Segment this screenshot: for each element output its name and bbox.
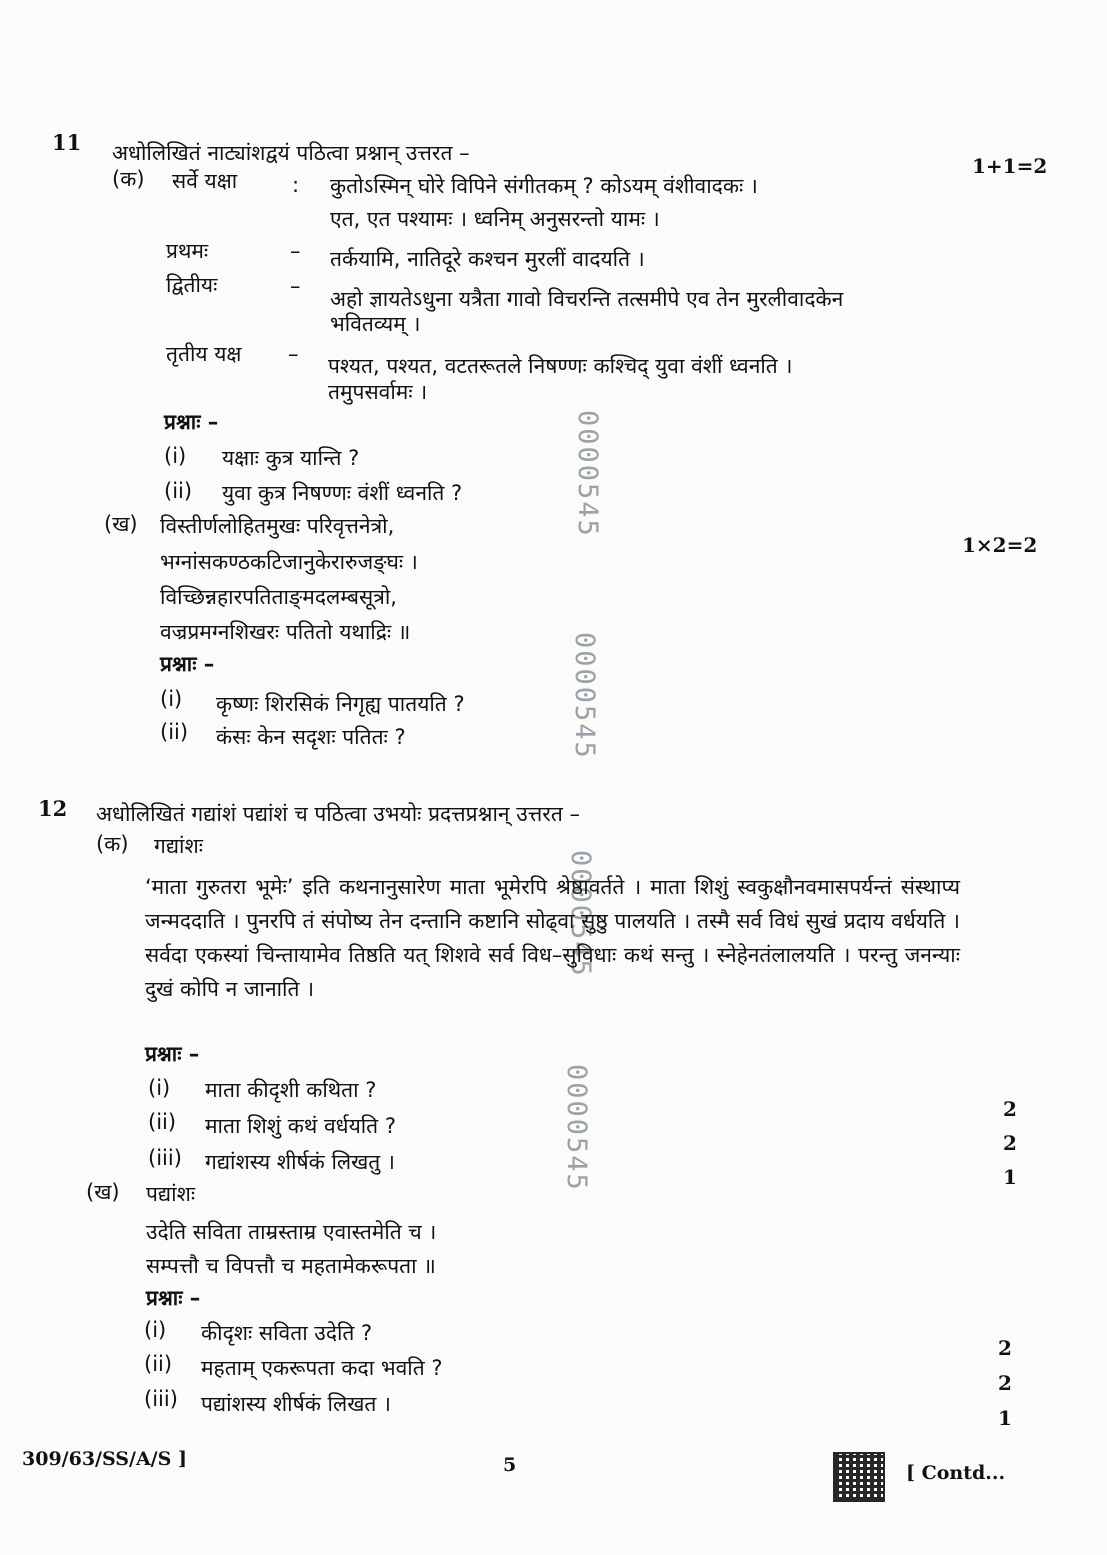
sub-question: यक्षाः कुत्र यान्ति ? [222,446,360,470]
sub-question: गद्यांशस्य शीर्षकं लिखतु । [205,1150,395,1174]
serial-stamp: 0000545 [572,410,603,538]
dialogue-line: भवितव्यम् । [330,312,421,336]
serial-stamp: 0000545 [561,1064,592,1192]
section-heading: पद्यांशः [146,1182,196,1206]
questions-label: प्रश्नाः – [160,652,215,676]
marks: 1+1=2 [972,154,1048,178]
dialogue-line: अहो ज्ञायतेऽधुना यत्रैता गावो विचरन्ति तत्समीपे एव तेन मुरलीवादकेन [330,287,844,311]
sub-question-number: (ii) [144,1352,173,1376]
marks: 1 [998,1406,1012,1430]
part-label: (क) [96,832,129,856]
separator: – [288,342,299,366]
sub-question: कृष्णः शिरसिकं निगृह्य पातयति ? [216,692,465,716]
question-instruction: अधोलिखितं नाट्यांशद्वयं पठित्वा प्रश्नान् उत्तरत – [112,141,470,165]
sub-question-number: (ii) [164,479,193,503]
paper-code: 309/63/SS/A/S ] [22,1448,187,1470]
separator: – [290,274,301,298]
separator: : [292,173,300,197]
verse-line: उदेति सविता ताम्रस्ताम्र एवास्तमेति च । [146,1220,437,1244]
sub-question: कीदृशः सविता उदेति ? [201,1321,373,1345]
sub-question-number: (i) [144,1318,167,1342]
part-label: (ख) [104,512,138,536]
marks: 2 [998,1336,1012,1360]
sub-question: युवा कुत्र निषण्णः वंशीं ध्वनति ? [222,481,463,505]
dialogue-line: तर्कयामि, नातिदूरे कश्चन मुरलीं वादयति । [330,247,645,271]
question-number: 11 [52,130,82,155]
sub-question-number: (i) [160,687,183,711]
page-number: 5 [503,1454,517,1476]
sub-question-number: (i) [148,1076,171,1100]
question-instruction: अधोलिखितं गद्यांशं पद्यांशं च पठित्वा उभयोः प्रदत्तप्रश्नान् उत्तरत – [96,802,581,826]
part-label: (क) [112,167,145,191]
verse-line: वज्रप्रमग्नशिखरः पतितो यथाद्रिः ॥ [160,620,411,644]
dialogue-line: एत, एत पश्यामः । ध्वनिम् अनुसरन्तो यामः । [330,207,660,231]
sub-question: कंसः केन सदृशः पतितः ? [216,725,406,749]
marks: 2 [1003,1131,1017,1155]
question-number: 12 [38,796,68,821]
marks: 2 [998,1371,1012,1395]
sub-question: माता कीदृशी कथिता ? [205,1078,377,1102]
verse-line: भग्नांसकण्ठकटिजानुकेरारुजङ्‌घः । [160,550,418,574]
continued-label: [ Contd... [906,1462,1006,1484]
speaker: तृतीय यक्ष [166,342,242,366]
sub-question: पद्यांशस्य शीर्षकं लिखत । [201,1392,392,1416]
speaker: सर्वे यक्षा [172,169,238,193]
marks: 1×2=2 [962,533,1038,557]
verse-line: सम्पत्तौ च विपत्तौ च महतामेकरूपता ॥ [146,1254,436,1278]
part-label: (ख) [86,1180,120,1204]
sub-question-number: (ii) [148,1110,177,1134]
dialogue-line: तमुपसर्वामः । [328,380,428,404]
prose-passage: ‘माता गुरुतरा भूमेः’ इति कथनानुसारेण माता भूमेरपि श्रेष्ठावर्तते । माता शिशुं स्वकुक्षौनवमासपर्यन्तं संस्थाप्य जन्मददाति । पुनरपि तं संपोष्य तेन दन्तानि कष्टानि सोढ्वा सुष्ठु पालयति । तस्मै सर्व विधं सुखं प्रदाय वर्धयति । सर्वदा एकस्यां चिन्तायामेव तिष्ठति यत् शिशवे सर्व विध–सुविधाः कथं सन्तु । स्नेहेनतंलालयति । परन्तु जनन्याः दुखं कोपि न जानाति । [145,875,960,1001]
sub-question-number: (i) [164,444,187,468]
questions-label: प्रश्नाः – [146,1286,201,1310]
marks: 2 [1003,1097,1017,1121]
dialogue-line: कुतोऽस्मिन् घोरे विपिने संगीतकम् ? कोऽयम् वंशीवादकः । [330,174,758,198]
sub-question-number: (iii) [148,1146,182,1170]
section-heading: गद्यांशः [154,834,204,858]
dialogue-line: पश्यत, पश्यत, वटतरूतले निषण्णः कश्चिद् युवा वंशीं ध्वनति । [328,354,793,378]
sub-question-number: (iii) [144,1387,178,1411]
sub-question: महताम् एकरूपता कदा भवति ? [201,1356,443,1380]
sub-question: माता शिशुं कथं वर्धयति ? [205,1114,396,1138]
serial-stamp: 0000545 [565,850,596,978]
verse-line: विस्तीर्णलोहितमुखः परिवृत्तनेत्रो, [160,514,395,538]
speaker: प्रथमः [166,239,209,263]
verse-line: विच्छिन्नहारपतिताङ्‌मदलम्बसूत्रो, [160,585,397,609]
separator: – [290,239,301,263]
sub-question-number: (ii) [160,720,189,744]
questions-label: प्रश्नाः – [164,410,219,434]
barcode-icon [833,1452,885,1502]
marks: 1 [1003,1165,1017,1189]
serial-stamp: 0000545 [569,632,600,760]
speaker: द्वितीयः [166,273,218,297]
questions-label: प्रश्नाः – [145,1042,200,1066]
